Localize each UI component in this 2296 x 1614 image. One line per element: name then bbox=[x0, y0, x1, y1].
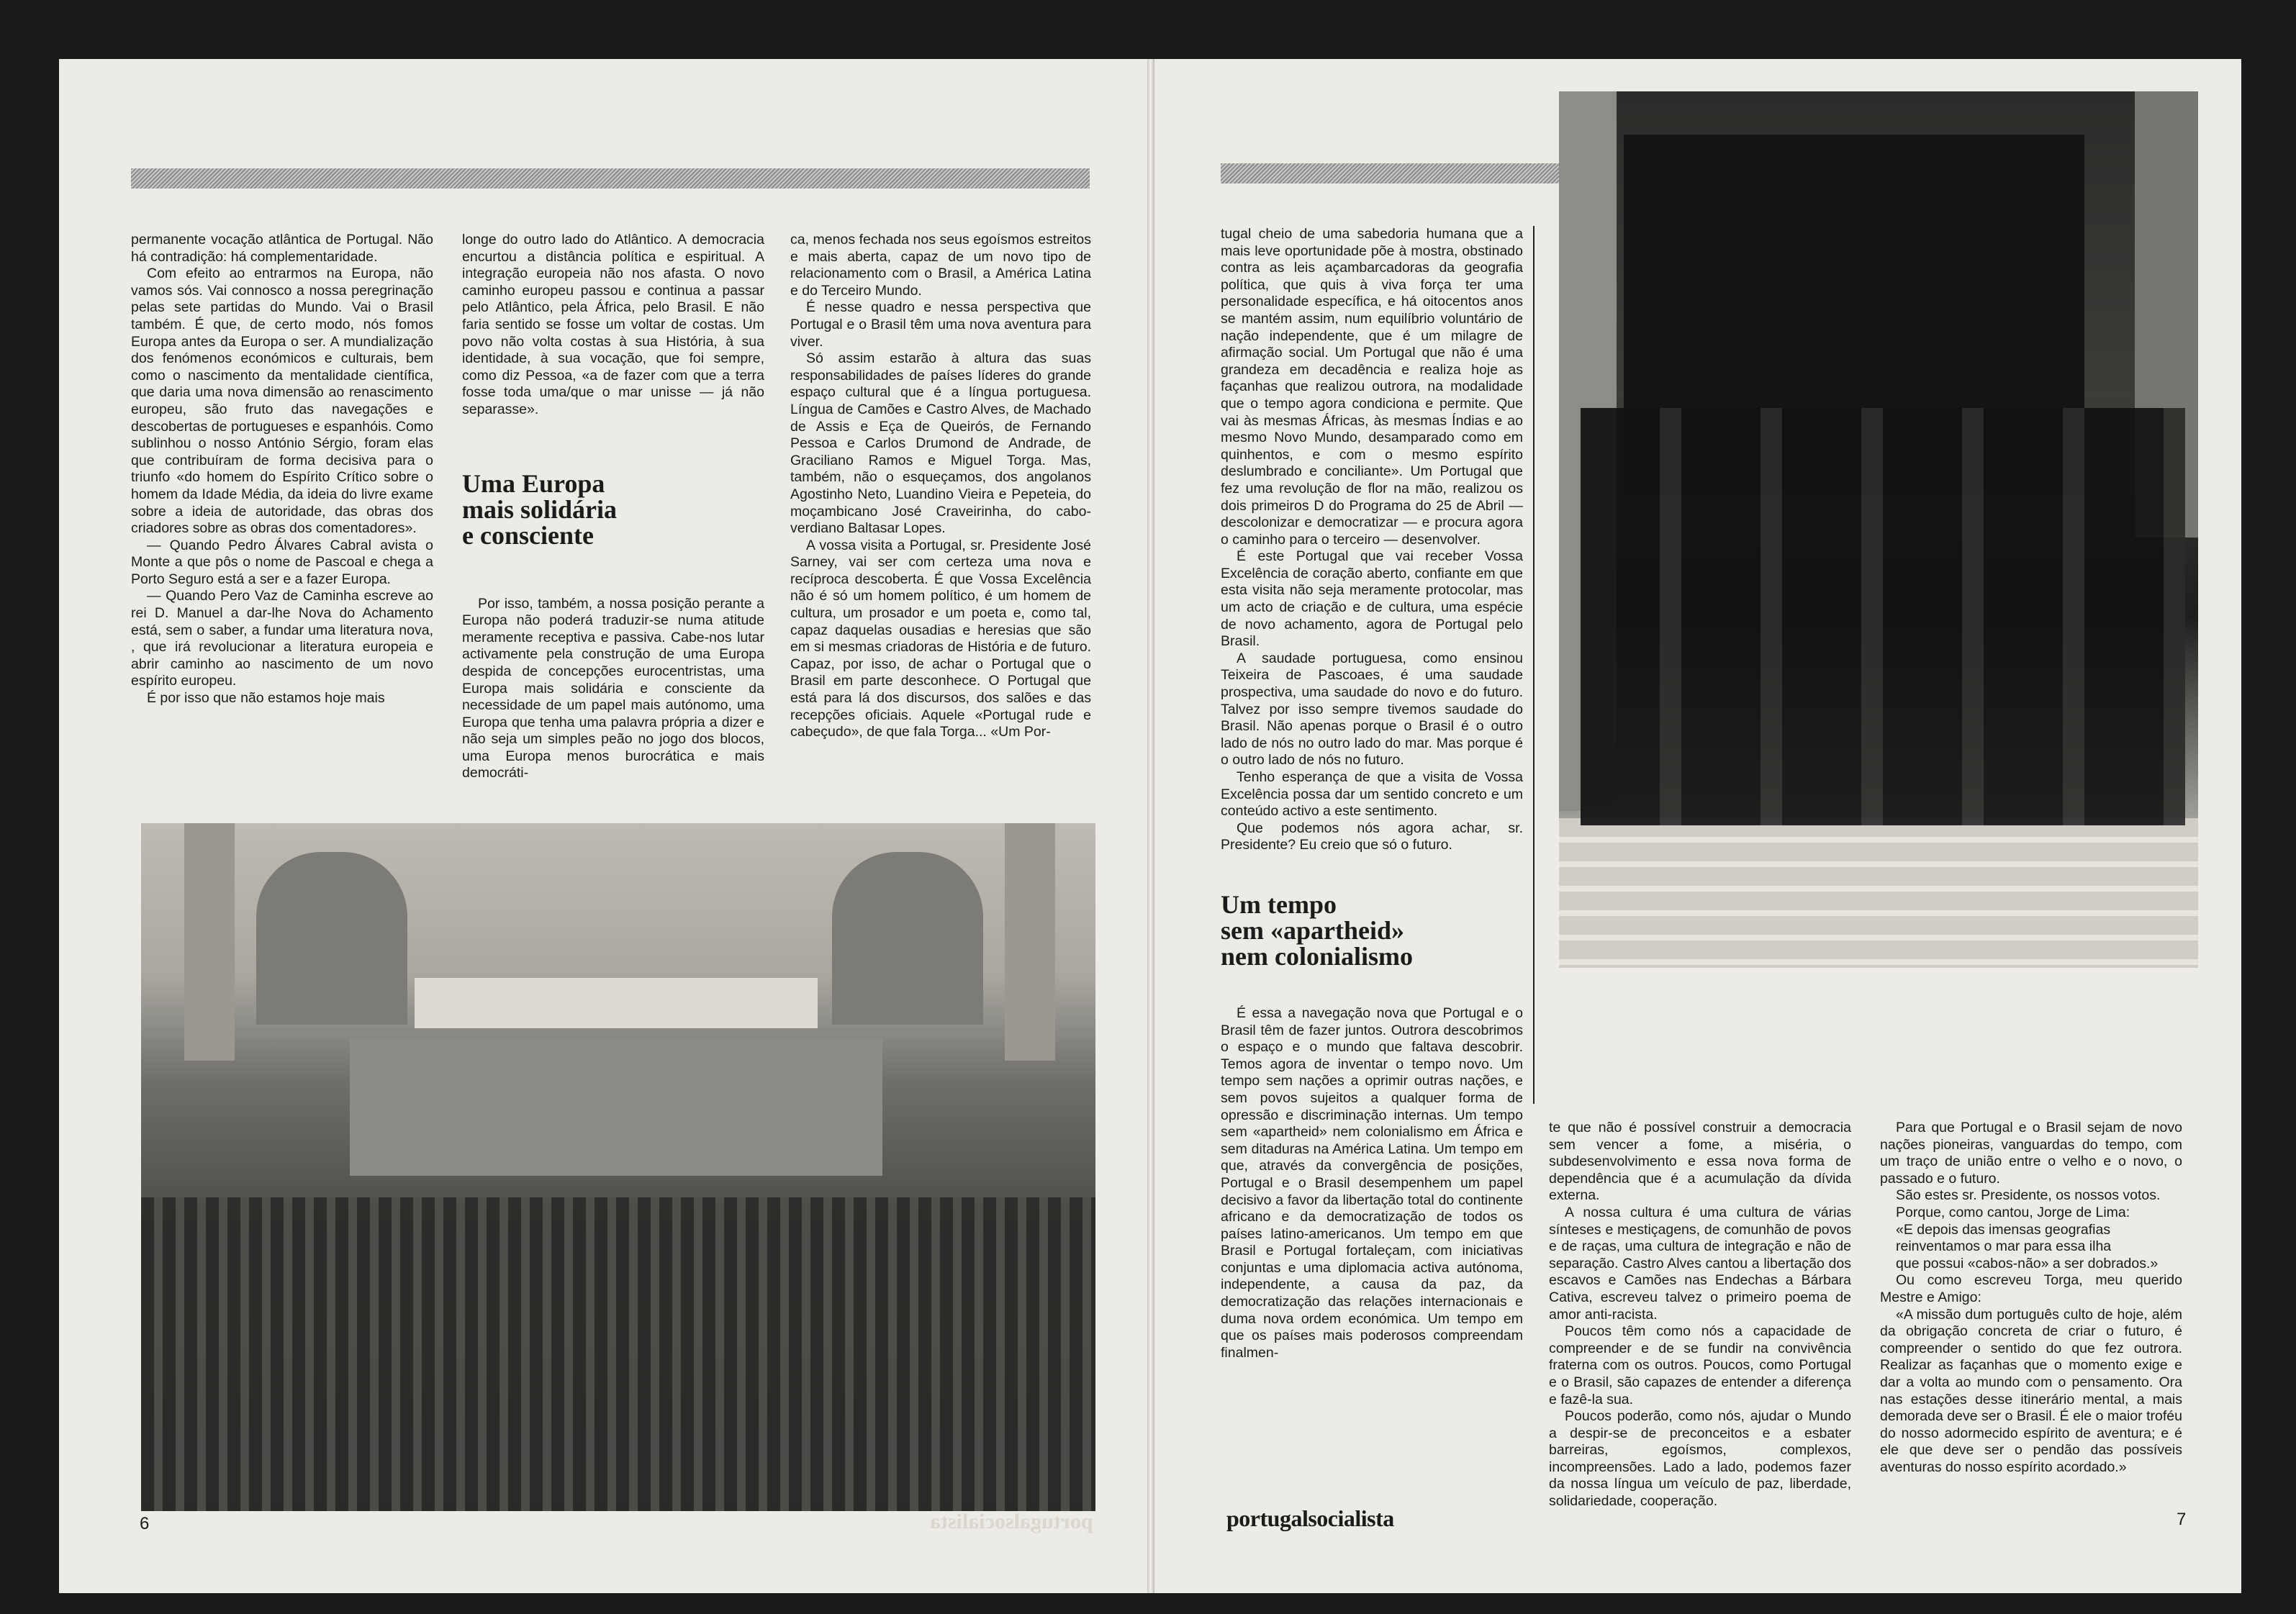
paragraph: Com efeito ao entrarmos na Europa, não vamos sós. Vai connosco a nossa peregrinação pelas sete partidas do Mundo. Vai o Brasil também. É que, de certo modo, nós fomos Europa antes da Europa o ser. A mundialização dos fenómenos económicos e culturais, bem como o nascimento da mentalidade científica, que daria uma nova dimensão ao renascimento europeu, são fruto das navegações e descobertas de portugueses e espanhóis. Como sublinhou o nosso António Sérgio, foram elas que contribuíram de forma decisiva para o triunfo «do homem do Espírito Crítico sobre o homem da Idade Média, da ideia do livre exame sobre a ideia de autoridade, das obras dos criadores sobre as obras dos comentadores». bbox=[131, 266, 433, 537]
photo-steps bbox=[1559, 818, 2198, 968]
column-rule bbox=[1533, 226, 1535, 1104]
paragraph: É por isso que não estamos hoje mais bbox=[147, 690, 385, 707]
paragraph: Para que Portugal e o Brasil sejam de novo nações pioneiras, vanguardas do tempo, com um traço de união entre o velho e o novo, o passado e o futuro. bbox=[1880, 1120, 2182, 1187]
paragraph: te que não é possível construir a democracia sem vencer a fome, a miséria, o subdesenvolvimento e essa nova forma de dependência que é a acumulação da dívida externa. bbox=[1549, 1120, 1851, 1204]
photo-figures bbox=[1581, 408, 2185, 825]
ghost-masthead: portugalsocialista bbox=[930, 1510, 1093, 1533]
paragraph: Poucos poderão, como nós, ajudar o Mundo a despir-se de preconceitos e a esbater barreiras, egoísmos, complexos, incompreensões. Lado a lado, podemos fazer da nossa língua um veículo de paz, liberdade, solidariedade, cooperação. bbox=[1549, 1408, 1851, 1510]
photo-curtain bbox=[256, 852, 407, 1025]
paragraph: A vossa visita a Portugal, sr. Presidente José Sarney, vai ser com certeza uma nova e recíproca descoberta. É que Vossa Excelência não é só um homem político, é um homem de cultura, um prosador e um poeta e, como tal, capaz daquelas ousadias e heresias que são em si mesmas criadoras de História e de futuro. Capaz, por isso, de achar o Portugal que o Brasil em parte desconhece. O Portugal que está para lá dos discursos, dos salões e das recepções oficiais. Aquele «Portugal rude e cabeçudo», de que fala Torga... «Um Por- bbox=[790, 537, 1091, 740]
paragraph: A saudade portuguesa, como ensinou Teixeira de Pascoaes, é uma saudade prospectiva, uma saudade do novo e do futuro. Talvez por isso sempre tivemos saudade do Brasil. Não apenas porque o Brasil é o outro lado de nós no outro lado do mar. Mas porque é o outro lado de nós no futuro. bbox=[1221, 650, 1523, 769]
photo-column bbox=[1005, 823, 1055, 1061]
page-number: 7 bbox=[2177, 1510, 2187, 1529]
right-column-1 bbox=[1221, 226, 1523, 1361]
verse-line: que possui «cabos-não» a ser dobrados.» bbox=[1896, 1255, 2159, 1271]
left-column-3 bbox=[790, 232, 1091, 741]
paragraph: — Quando Pero Vaz de Caminha escreve ao rei D. Manuel a dar-lhe Nova do Achamento está, sem o saber, a fundar uma literatura nova, , que irá revolucionar a literatura europeia e abrir caminho ao nascimento de um novo espírito europeu. bbox=[131, 588, 433, 689]
verse-line: reinventamos o mar para essa ilha bbox=[1896, 1238, 2112, 1255]
ceremony-photo bbox=[1559, 91, 2198, 968]
heading-line: mais solidária bbox=[462, 494, 618, 524]
heading-line: Uma Europa bbox=[462, 468, 605, 498]
paragraph: A nossa cultura é uma cultura de várias sínteses e mestiçagens, de comunhão de povos e de raças, uma cultura de integração e não de separação. Castro Alves cantou a libertação dos escavos e Camões nas Endechas a Bárbara Cativa, escreveu talvez o primeiro poema de amor anti-racista. bbox=[1549, 1204, 1851, 1323]
paragraph: Poucos têm como nós a capacidade de compreender e de se fundir na convivência fraterna com os outros. Poucos, como Portugal e o Brasil, são capazes de entender a diferença e fazê-la sua. bbox=[1549, 1323, 1851, 1407]
paragraph: É este Portugal que vai receber Vossa Excelência de coração aberto, confiante em que esta visita não seja meramente protocolar, mas um acto de criação e de cultura, uma espécie de novo achamento, agora de Portugal pelo Brasil. bbox=[1221, 548, 1523, 650]
verse-line: «E depois das imensas geografias bbox=[1896, 1221, 2111, 1238]
paragraph: É nesse quadro e nessa perspectiva que Portugal e o Brasil têm uma nova aventura para viver. bbox=[790, 299, 1091, 350]
masthead-logo: portugalsocialista bbox=[1226, 1505, 1394, 1531]
spine bbox=[1147, 59, 1154, 1593]
photo-crowd bbox=[141, 1197, 1095, 1511]
heading-line: e consciente bbox=[462, 520, 594, 550]
paragraph: Porque, como cantou, Jorge de Lima: bbox=[1896, 1204, 2130, 1220]
section-heading-apartheid bbox=[1221, 889, 1523, 971]
right-page bbox=[1154, 59, 2241, 1593]
paragraph: — Quando Pedro Álvares Cabral avista o Monte a que pôs o nome de Pascoal e chega a Porto Seguro está a ser e a fazer Europa. bbox=[131, 537, 433, 587]
heading-line: sem «apartheid» bbox=[1221, 915, 1404, 945]
header-band bbox=[1221, 163, 1559, 183]
heading-line: nem colonialismo bbox=[1221, 941, 1413, 971]
paragraph: tugal cheio de uma sabedoria humana que a mais leve oportunidade põe à mostra, obstinado contra as leis açambarcadoras da geografia política, que quis à viva força ter uma personalidade específica, e há oitocentos anos se mantém assim, num equilíbrio voluntário de nação independente, que é um milagre de afirmação social. Um Portugal que não é uma grandeza em decadência e realiza hoje as façanhas que realizou outrora, na modalidade que o tempo agora condiciona e permite. Que vai às mesmas Áfricas, às mesmas Índias e ao mesmo Novo Mundo, desamparado como em quinhentos, e com o mesmo espírito deslumbrado e conciliante». Um Portugal que fez uma revolução de flor na mão, realizou os dois primeiros D do Programa do 25 de Abril — descolonizar e democratizar — e procura agora o caminho para o terceiro — desenvolver. bbox=[1221, 226, 1523, 548]
photo-curtain bbox=[832, 852, 983, 1025]
right-column-2 bbox=[1549, 1120, 1851, 1510]
paragraph: São estes sr. Presidente, os nossos votos. bbox=[1896, 1187, 2161, 1204]
paragraph: ca, menos fechada nos seus egoísmos estreitos e mais aberta, capaz de um novo tipo de relacionamento com o Brasil, a América Latina e do Terceiro Mundo. bbox=[790, 232, 1091, 299]
paragraph: «A missão dum português culto de hoje, além da obrigação concreta de criar o futuro, é compreender o sentido do que fez outrora. Realizar as façanhas que o momento exige e dar a volta ao mundo com o pensamento. Ora nas estações desse itinerário mental, a mais demorada deve ser o Brasil. É ele o maior troféu do nosso adormecido espírito de aventura; e é ele que deve ser o pendão das possíveis aventuras do nosso espírito acordado.» bbox=[1880, 1306, 2182, 1475]
section-heading-europa bbox=[462, 468, 764, 550]
heading-line: Um tempo bbox=[1221, 889, 1337, 919]
photo-flowers bbox=[415, 978, 818, 1028]
paragraph: Que podemos nós agora achar, sr. Presidente? Eu creio que só o futuro. bbox=[1221, 820, 1523, 853]
paragraph: Ou como escreveu Torga, meu querido Mestre e Amigo: bbox=[1880, 1272, 2182, 1305]
paragraph: Tenho esperança de que a visita de Vossa Excelência possa dar um sentido concreto e um conteúdo activo a este sentimento. bbox=[1221, 769, 1523, 820]
paragraph: É essa a navegação nova que Portugal e o Brasil têm de fazer juntos. Outrora descobrimos o espaço e o mundo que faltava descobrir. Temos agora de inventar o tempo novo. Um tempo sem nações a oprimir outras nações, e sem povos sujeitos a qualquer forma de opressão e discriminação internas. Um tempo sem «apartheid» nem colonialismo em África e sem ditaduras na América Latina. Um tempo em que, através da convergência de posições, Portugal e o Brasil desempenhem um papel decisivo a favor da libertação total do continente africano e da democratização de todos os países latino-americanos. Um tempo em que Brasil e Portugal fortaleçam, com iniciativas conjuntas e uma diplomacia activa autónoma, independente, a causa da paz, da democratização das relações internacionais e duma nova ordem económica. Um tempo em que os países mais poderosos compreendam finalmen- bbox=[1221, 1005, 1523, 1361]
photo-column bbox=[184, 823, 235, 1061]
paragraph: Só assim estarão à altura das suas responsabilidades de países líderes do grande espaço cultural que é a língua portuguesa. Língua de Camões e Castro Alves, de Machado de Assis e Eça de Queirós, de Fernando Pessoa e Carlos Drumond de Andrade, de Graciliano Ramos e Miguel Torga. Mas, também, não o esqueçamos, dos angolanos Agostinho Neto, Luandino Vieira e Pepeteia, do moçambicano José Craveirinha, do cabo-verdiano Baltasar Lopes. bbox=[790, 350, 1091, 537]
left-page bbox=[59, 59, 1147, 1593]
left-column-2 bbox=[462, 232, 764, 782]
paragraph: longe do outro lado do Atlântico. A democracia encurtou a distância política e espiritual. A integração europeia não nos afasta. O novo caminho europeu passou e continua a passar pelo Atlântico, pela África, pelo Brasil. E não faria sentido se fosse um voltar de costas. Um povo não volta costas à sua História, à sua identidade, à sua vocação, que foi sempre, como diz Pessoa, «a de fazer com que a terra fosse toda uma/que o mar unisse — já não separasse». bbox=[462, 232, 764, 417]
parliament-photo bbox=[141, 823, 1095, 1511]
paragraph: Por isso, também, a nossa posição perante a Europa não poderá traduzir-se numa atitude meramente receptiva e passiva. Cabe-nos lutar activamente pela construção de uma Europa despida de concepções eurocentristas, uma Europa mais solidária e consciente da necessidade de um papel mais autónomo, uma Europa que tenha uma palavra própria a dizer e não seja um simples peão no jogo dos blocos, uma Europa menos burocrática e mais democráti- bbox=[462, 595, 764, 781]
left-column-1 bbox=[131, 232, 433, 707]
header-band bbox=[131, 168, 1090, 189]
page-number: 6 bbox=[140, 1514, 150, 1533]
paragraph: permanente vocação atlântica de Portugal. Não há contradição: há complementaridade. bbox=[131, 232, 433, 265]
right-column-3 bbox=[1880, 1120, 2182, 1476]
photo-rostrum bbox=[350, 1039, 882, 1176]
